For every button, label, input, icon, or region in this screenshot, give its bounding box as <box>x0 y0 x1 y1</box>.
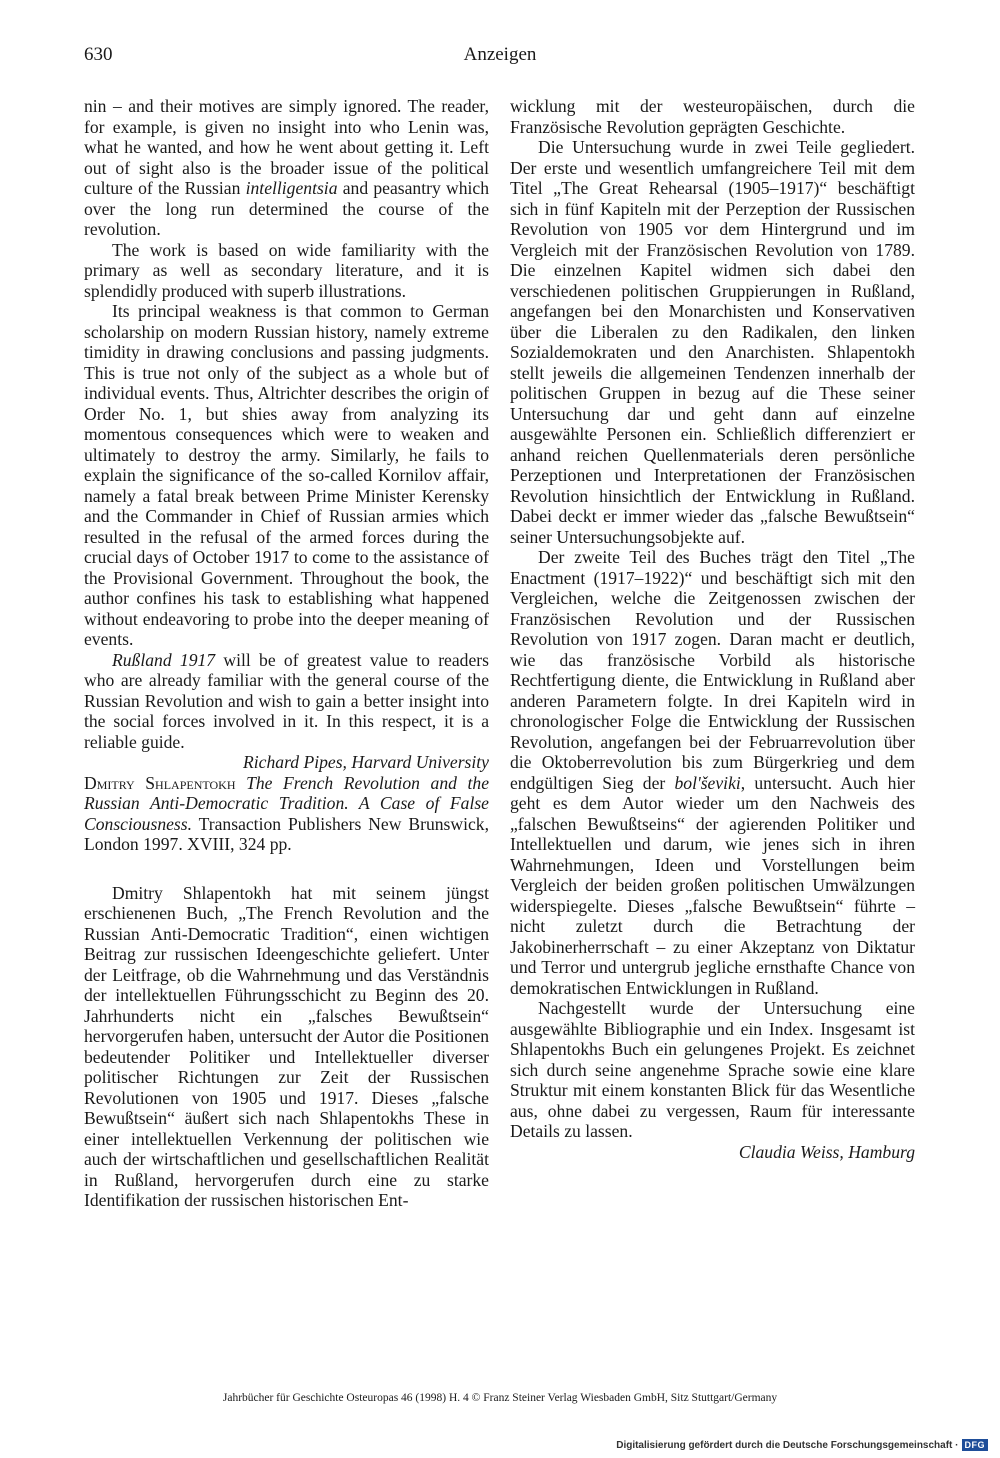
dfg-text: Digitalisierung gefördert durch die Deutsche Forschungsgemeinschaft · <box>616 1439 959 1451</box>
paragraph: Rußland 1917 will be of greatest value to readers who are already familiar with the general course of the Russian Revolution and wish to gain a better insight into the social forces involved in it. In this respect, it is a reliable guide. <box>84 649 489 752</box>
dfg-funding-note <box>616 1439 988 1451</box>
journal-citation: Jahrbücher für Geschichte Osteuropas 46 (1998) H. 4 © Franz Steiner Verlag Wiesbaden GmbH, Sitz Stuttgart/Germany <box>222 1392 778 1404</box>
dfg-logo-icon: DFG <box>962 1439 989 1451</box>
paragraph: nin – and their motives are simply ignored. The reader, for example, is given no insight into who Lenin was, what he wanted, and how he went about getting it. Left out of sight also is the broader issue of the political culture of the Russian intelligentsia and peasantry which over the long run determined the course of the revolution. <box>84 96 489 239</box>
paragraph: Its principal weakness is that common to German scholarship on modern Russian history, namely extreme timidity in drawing conclusions and passing judgments. This is true not only of the subject as a whole but of individual events. Thus, Altrichter describes the origin of Order No. 1, but shies away from analyzing its momentous consequences which were to weaken and ultimately to destroy the army. Similarly, he fails to explain the significance of the so-called Kornilov affair, namely a fatal break between Prime Minister Kerensky and the Commander in Chief of Russian armies which resulted in the refusal of the armed forces during the crucial days of October 1917 to come to the assistance of the Provisional Government. Throughout the book, the author confines his task to establishing what happened without endeavoring to probe into the deeper meaning of events. <box>84 301 489 649</box>
paragraph: Der zweite Teil des Buches trägt den Titel „The Enactment (1917–1922)“ und beschäftigt sich mit den Vergleichen, welche die Zeitgenossen zwischen der Französischen Revolution und der Russischen Revolution von 1917 zogen. Daran macht er deutlich, wie das französische Vorbild als historische Rechtfertigung diente, die Entwicklung in Rußland aber anderen Parametern folgte. In drei Kapiteln wird in chronologischer Folge die Entwicklung der Russischen Revolution, angefangen bei der Februarrevolution über die Oktoberrevolution bis zum Bürgerkrieg und dem endgültigen Sieg der bol'ševiki, untersucht. Auch hier geht es dem Autor wieder um den Nachweis des „falschen Bewußtseins“ der agierenden Politiker und Intellektuellen und darum, wie jenes sich in ihren Wahrnehmungen, Ideen und Vorstellungen beim Vergleich der beiden großen politischen Umwälzungen widerspiegelte. Dieses „falsche Bewußtsein“ führte – nicht zuletzt durch die Betrachtung der Jakobinerherrschaft – zu einer Akzeptanz von Diktatur und Terror und untergrub jegliche ernsthafte Chance von demokratischen Entwicklungen in Rußland. <box>510 547 915 998</box>
paragraph: The work is based on wide familiarity with the primary as well as secondary literature, and it is splendidly produced with superb illustrations. <box>84 239 489 301</box>
reviewer-signature: Richard Pipes, Harvard University <box>243 752 489 772</box>
left-column <box>84 96 489 1211</box>
book-entry: Dmitry Shlapentokh The French Revolution and the Russian Anti-Democratic Tradition. A Case of False Consciousness. Transaction Publishers New Brunswick, London 1997. XVIII, 324 pp. <box>84 772 489 854</box>
running-title: Anzeigen <box>463 44 537 65</box>
right-column <box>510 96 915 1162</box>
paragraph: Dmitry Shlapentokh hat mit seinem jüngst erschienenen Buch, „The French Revolution and the Russian Anti-Democratic Tradition“, einen wichtigen Beitrag zur russischen Ideengeschichte geliefert. Unter der Leitfrage, ob die Wahrnehmung und das Verständnis der intellektuellen Führungsschicht zu Beginn des 20. Jahrhunderts nicht ein „falsches Bewußtsein“ hervorgerufen haben, untersucht der Autor die Positionen bedeutender Politiker und Intellektueller diverser politischer Richtungen zur Zeit der Russischen Revolutionen von 1905 und 1917. Dieses „falsche Bewußtsein“ äußert sich nach Shlapentokhs These in einer intellektuellen Verkennung der politischen wie auch der wirtschaftlichen und gesellschaftlichen Realität in Rußland, hervorgerufen durch eine zu starke Identifikation der russischen historischen Ent- <box>84 882 489 1210</box>
page-number: 630 <box>84 44 113 65</box>
paragraph: wicklung mit der westeuropäischen, durch die Französische Revolution geprägten Geschichte. <box>510 96 915 137</box>
reviewer-signature: Claudia Weiss, Hamburg <box>738 1141 915 1162</box>
paragraph: Die Untersuchung wurde in zwei Teile gegliedert. Der erste und wesentlich umfangreichere Teil mit dem Titel „The Great Rehearsal (1905–1917)“ beschäftigt sich in fünf Kapiteln mit der Perzeption der Russischen Revolution von 1905 vor dem Hintergrund und im Vergleich mit der Französischen Revolution von 1789. Die einzelnen Kapitel widmen sich dabei den verschiedenen politischen Gruppierungen in Rußland, angefangen bei den Monarchisten und Konservativen über die Liberalen zu den Radikalen, den linken Sozialdemokraten und den Anarchisten. Shlapentokh stellt jeweils die allgemeinen Tendenzen innerhalb der politischen Gruppen in bezug auf die These seiner Untersuchung dar und geht dann auf einzelne ausgewählte Personen ein. Schließlich differenziert er anhand reichen Quellenmaterials deren persönliche Perzeptionen und Interpretationen der Französischen Revolution hinsichtlich der Entwicklung in Rußland. Dabei deckt er immer wieder das „falsche Bewußtsein“ seiner Untersuchungsobjekte auf. <box>510 137 915 547</box>
paragraph: Nachgestellt wurde der Untersuchung eine ausgewählte Bibliographie und ein Index. Insgesamt ist Shlapentokhs Buch ein gelungenes Projekt. Es zeichnet sich durch seine angenehme Sprache sowie eine klare Struktur mit einem konstanten Blick für das Wesentliche aus, ohne dabei zu vergessen, Raum für interessante Details zu lassen. <box>510 998 915 1141</box>
